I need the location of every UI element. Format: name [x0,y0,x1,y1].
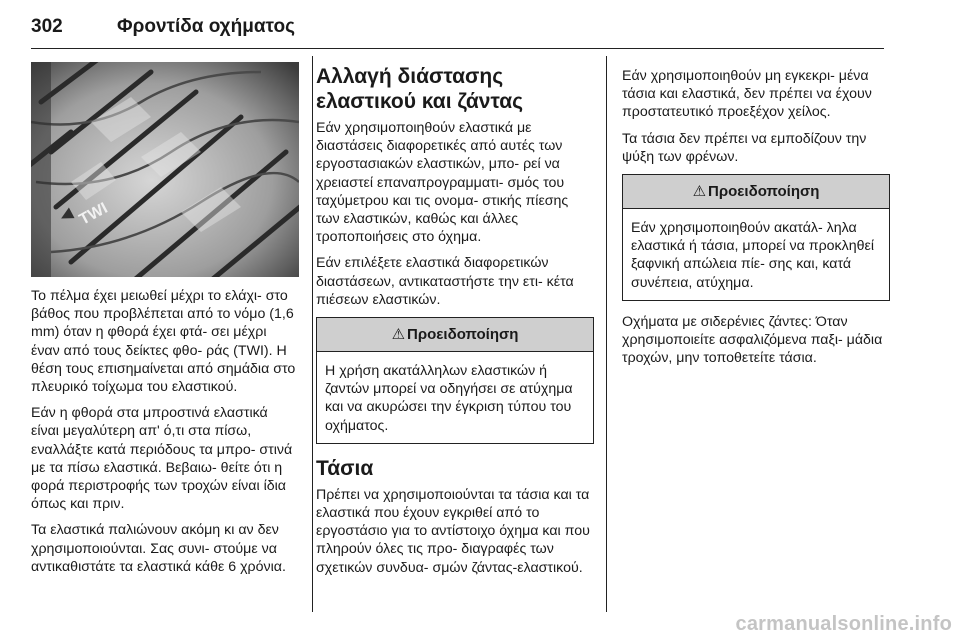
warning-header [317,318,593,352]
column-3 [622,67,890,375]
watermark: carmanualsonline.info [735,613,952,635]
header-rule [31,48,884,49]
column-divider-2 [606,56,607,612]
page-title: Φροντίδα οχήματος [117,16,295,37]
paragraph-approved-hubcaps: Πρέπει να χρησιμοποιούνται τα τάσια και τα ελαστικά που έχουν εγκριθεί από το εργοστάσιο για το αντίστοιχο όχημα και που πληρούν όλες τις προ- διαγραφές των σχετικών συνδυα- σμών ζάντας-ελαστικού. [316,486,590,576]
section-heading-tire-size [316,64,594,114]
warning-title: Προειδοποίηση [708,183,820,201]
warning-triangle-icon: ⚠ [391,326,406,344]
column-divider-1 [312,56,313,612]
column-1 [31,287,299,584]
warning-header [623,175,889,209]
page-header [31,12,884,48]
warning-text: Η χρήση ακατάλληλων ελαστικών ή ζαντών μπορεί να οδηγήσει σε ατύχημα και να ακυρώσει την έγκριση τύπου του οχήματος. [325,363,573,434]
page-number: 302 [31,16,63,37]
twi-label: TWI [76,199,111,229]
warning-triangle-icon: ⚠ [692,183,707,201]
section-heading-hubcaps: Τάσια [316,456,374,480]
paragraph-replace-label: Εάν επιλέξετε ελαστικά διαφορετικών διαστάσεων, αντικαταστήστε την ετι- κέτα πιέσεων ελαστικών. [316,255,574,308]
warning-box-1 [316,317,594,444]
paragraph-rotate-tires: Εάν η φθορά στα μπροστινά ελαστικά είναι μεγαλύτερη απ' ό,τι στα πίσω, εναλλάξτε κατά περιόδους τα μπρο- στινά με τα πίσω ελαστικά. Βεβαιω- θείτε ότι η φορά περιστροφής των τροχών είναι ίδια όπως και πριν. [31,405,293,513]
paragraph-different-sizes: Εάν χρησιμοποιηθούν ελαστικά με διαστάσεις διαφορετικές από αυτές των εργοστασιακών ελαστικών, μπο- ρεί να χρειαστεί επαναπρογραμματι- σμός του ταχύμετρου και τις ονομα- στικής πίεσης των ελαστικών, καθώς και άλλες τροποποιήσεις στο όχημα. [316,120,569,246]
heading-line-1: Αλλαγή διάστασης [316,65,504,88]
heading-line-2: ελαστικού και ζάντας [316,90,524,113]
tire-tread-photo [31,62,299,277]
paragraph-steel-wheels: Οχήματα με σιδερένιες ζάντες: Όταν χρησιμοποιείτε ασφαλιζόμενα παξι- μάδια τροχών, μην τοποθετείτε τάσια. [622,313,883,367]
paragraph-tread-depth: Το πέλμα έχει μειωθεί μέχρι το ελάχι- στο βάθος που προβλέπεται από το νόμο (1,6 mm) όταν η φθορά έχει φτά- σει μέχρι έναν από τους δείκτες φθο- ράς (TWI). Η θέση τους επισημαίνεται από σημάδια στο πλευρικό τοίχωμα του ελαστικού. [31,288,296,396]
warning-text: Εάν χρησιμοποιηθούν ακατάλ- ληλα ελαστικά ή τάσια, μπορεί να προκληθεί ξαφνική απώλεια πίε- σης και, κατά συνέπεια, ατύχημα. [631,220,874,291]
warning-box-2 [622,174,890,301]
column-2 [316,64,594,585]
paragraph-brake-cooling: Τα τάσια δεν πρέπει να εμποδίζουν την ψύξη των φρένων. [622,130,867,165]
paragraph-tire-age: Τα ελαστικά παλιώνουν ακόμη κι αν δεν χρησιμοποιούνται. Σας συνι- στούμε να αντικαθιστάτε τα ελαστικά κάθε 6 χρόνια. [31,522,286,575]
warning-title: Προειδοποίηση [407,326,519,344]
paragraph-unapproved-hubcaps: Εάν χρησιμοποιηθούν μη εγκεκρι- μένα τάσια και ελαστικά, δεν πρέπει να έχουν προστατευτικό προεξέχον χείλος. [622,68,872,121]
